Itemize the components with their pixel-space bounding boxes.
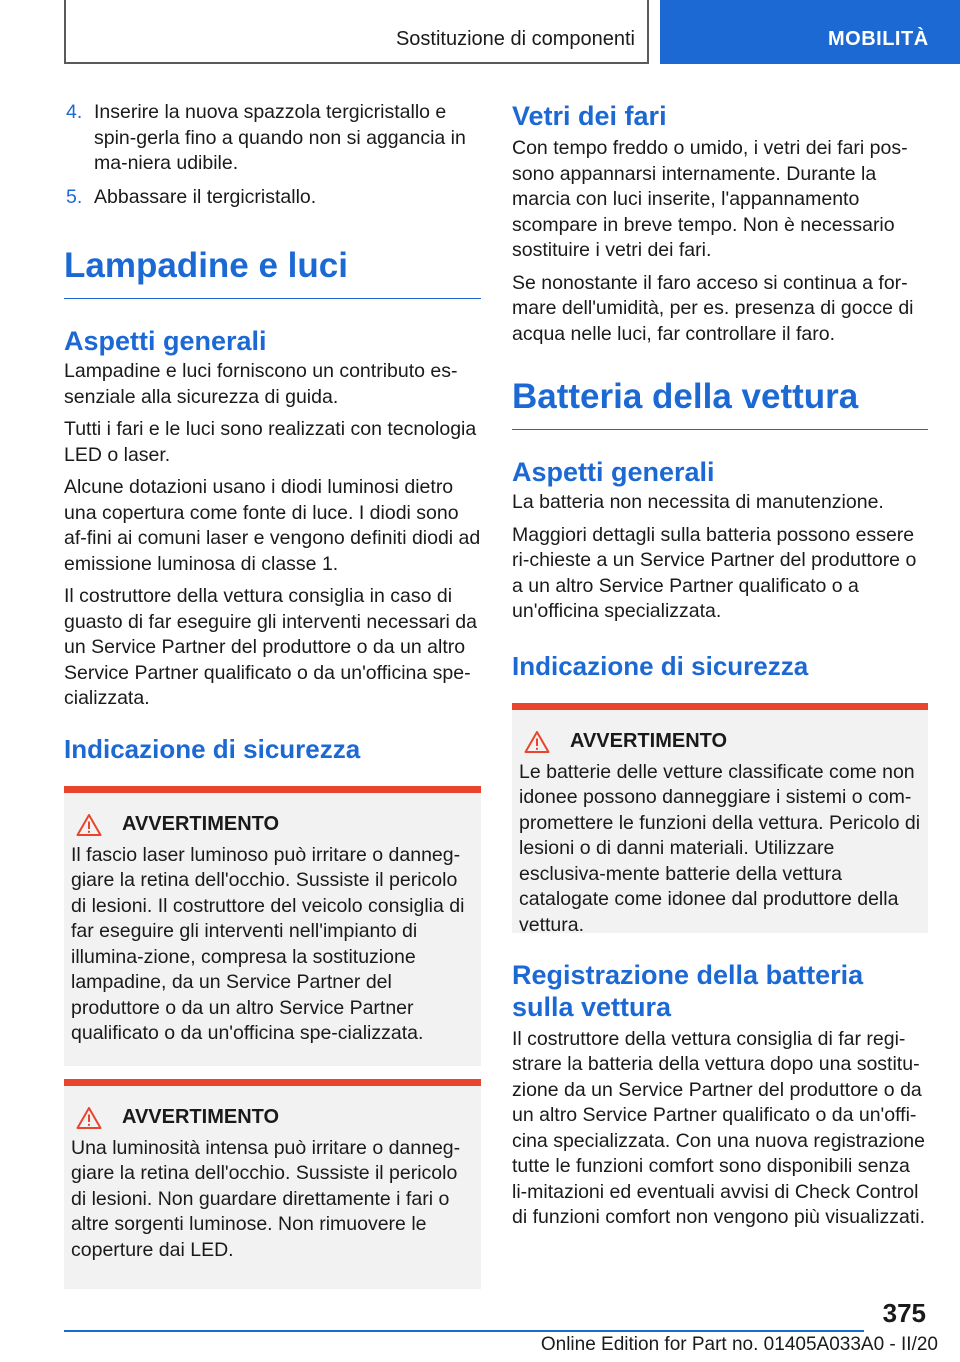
section-title: Registrazione della batteria sulla vettura	[512, 959, 864, 1022]
warning-box	[64, 1079, 481, 1289]
header-title-box	[64, 0, 649, 64]
chapter-title: Lampadine e luci	[64, 246, 481, 299]
step-number: 4.	[66, 101, 83, 123]
warning-triangle-icon	[76, 813, 102, 837]
warning-text: Le batterie delle vetture classificate come non idonee possono danneggiare i sistemi o com-promettere le funzioni della vettura. Pericolo di lesioni o di danni materiali. Utilizzare esclusiva-mente batterie della vettura catalogate come idonee dal produttore della vettura.	[519, 760, 921, 936]
chapter-title: Batteria della vettura	[512, 377, 928, 430]
warning-box	[64, 786, 481, 1066]
safety-title: Indicazione di sicurezza	[64, 733, 361, 764]
step-text: Abbassare il tergicristallo.	[94, 185, 317, 208]
warning-triangle-icon	[524, 730, 550, 754]
paragraph: Se nonostante il faro acceso si continua a for-mare dell'umidità, per es. presenza di gocce di acqua nelle luci, far controllare il faro.	[512, 271, 914, 345]
step-item	[64, 100, 481, 177]
header-title: Sostituzione di componenti	[395, 28, 635, 50]
left-column	[64, 100, 481, 1289]
paragraph: Maggiori dettagli sulla batteria possono essere ri-chieste a un Service Partner del produttore o a un altro Service Partner qualificato o a un'officina specializzata.	[512, 523, 917, 622]
warning-box	[512, 703, 928, 936]
paragraph: Alcune dotazioni usano i diodi luminosi dietro una copertura come fonte di luce. I diodi sono af-fini ai comuni laser e vengono definiti diodi ad emissione luminosa di classe 1.	[64, 476, 481, 575]
section-title: Vetri dei fari	[512, 101, 667, 131]
step-item	[64, 185, 481, 211]
right-column	[512, 100, 928, 1238]
footer-edition: Online Edition for Part no. 01405A033A0 - II/20	[540, 1334, 938, 1355]
header-section-tab	[660, 0, 960, 64]
paragraph: Con tempo freddo o umido, i vetri dei fari pos-sono appannarsi internamente. Durante la marcia con luci inserite, l'appannamento scompare in breve tempo. Non è necessario sostituire i vetri dei fari.	[512, 137, 908, 261]
paragraph: Il costruttore della vettura consiglia in caso di guasto di far eseguire gli interventi necessari da un Service Partner del produttore o da un altro Service Partner qualificato o da un'officina spe-cializzata.	[64, 585, 477, 709]
paragraph: La batteria non necessita di manutenzione.	[512, 491, 884, 513]
page-number: 375	[882, 1298, 926, 1328]
warning-label: AVVERTIMENTO	[122, 813, 280, 835]
warning-label: AVVERTIMENTO	[122, 1106, 280, 1128]
step-number: 5.	[66, 185, 83, 208]
warning-header	[512, 730, 928, 754]
warning-triangle-icon	[76, 1106, 102, 1130]
warning-label: AVVERTIMENTO	[570, 730, 728, 752]
paragraph: Lampadine e luci forniscono un contributo es-senziale alla sicurezza di guida.	[64, 360, 458, 408]
warning-text: Il fascio laser luminoso può irritare o danneg-giare la retina dell'occhio. Sussiste il pericolo di lesioni. Il costruttore del veicolo consiglia di far eseguire gli interventi nell'impianto di illumina-zione, compresa la sostituzione lampadine, da un Service Partner del produttore o da un altro Service Partner qualificato o da un'officina spe-cializzata.	[71, 843, 465, 1044]
safety-title: Indicazione di sicurezza	[512, 650, 809, 681]
warning-header	[64, 1106, 481, 1130]
warning-header	[64, 813, 481, 837]
step-text: Inserire la nuova spazzola tergicristallo e spin-gerla fino a quando non si aggancia in ma-niera udibile.	[94, 101, 466, 174]
paragraph: Tutti i fari e le luci sono realizzati con tecnologia LED o laser.	[64, 418, 477, 466]
section-title: Aspetti generali	[64, 326, 267, 356]
warning-text: Una luminosità intensa può irritare o danneg-giare la retina dell'occhio. Sussiste il pericolo di lesioni. Non guardare direttamente i fari o altre sorgenti luminose. Non rimuovere le coperture dai LED.	[71, 1136, 461, 1261]
section-title: Aspetti generali	[512, 457, 715, 487]
paragraph: Il costruttore della vettura consiglia di far regi-strare la batteria della vettura dopo una sostitu-zione da un Service Partner del produttore o da un altro Service Partner qualificato o da un'offi-cina specializzata. Con una nuova registrazione tutte le funzioni comfort sono disponibili senza li-mitazioni ed eventuali avvisi di Check Control di funzioni comfort non vengono più visualizzati.	[512, 1027, 925, 1228]
header-section-label: MOBILITÀ	[828, 28, 929, 50]
footer-divider	[64, 1330, 864, 1332]
